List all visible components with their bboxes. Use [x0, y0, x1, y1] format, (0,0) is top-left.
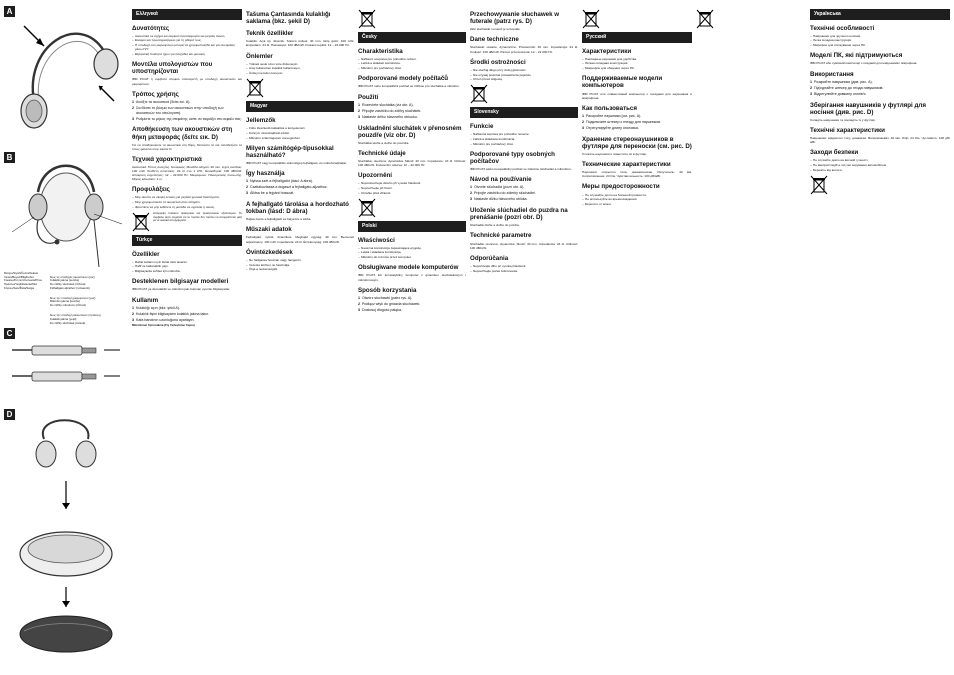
step-number: 2: [810, 85, 812, 90]
language-header-hungarian: Magyar: [246, 101, 354, 112]
jack-legend-mic: Έως την υποδοχή μικροφώνου (ροζ) Mikrofon jakına (pembe) Do zdířky mikrofonu (růžová): [50, 295, 96, 307]
section-title: Характеристики: [582, 47, 632, 55]
section-title: Kullanım: [132, 296, 159, 304]
column-turkish-hungarian: [246, 6, 354, 670]
list-item: – Neposlouchejte dlouho při vysoké hlasitosti.: [358, 181, 466, 185]
panel-b: [4, 152, 128, 325]
list-item: – Легка складна конструкція.: [810, 38, 950, 42]
section-paragraph: IBM PC/AT ή συμβατό ατομικό υπολογιστή με υποδοχή ακουστικών και μικροφώνου.: [132, 77, 242, 86]
list-item: – Nauszna konstrukcja zapewniająca wygodę.: [358, 246, 466, 250]
step-text: Отрегулируйте длину оголовья.: [586, 126, 639, 131]
step-text: Kulaklığı açın (bkz. şekil A).: [136, 305, 180, 310]
instruction-step: [358, 302, 466, 307]
turkish-cont-content: [246, 30, 354, 75]
section-title: Odporúčania: [470, 254, 509, 262]
instruction-step: [470, 197, 578, 202]
crossed-bin-icon: [582, 9, 600, 29]
step-number: 1: [582, 113, 584, 118]
step-text: Csatlakoztassa a dugaszt a fejhallgató-aljzathoz.: [250, 185, 328, 190]
step-number: 2: [132, 311, 134, 316]
crossed-bin-icon: [246, 78, 264, 98]
feature-list: [246, 126, 354, 140]
section-title: Podporované modely počítačů: [358, 75, 449, 83]
feature-list: [470, 68, 578, 82]
step-text: Відрегулюйте довжину оголів'я.: [814, 91, 867, 96]
step-number: 1: [246, 179, 248, 184]
list-item: – Микрофон для общения через ПК.: [582, 66, 692, 70]
step-text: Pripojte zástrčku do zdierky slúchadiel.: [474, 191, 536, 196]
list-item: – Nepočúvajte dlho pri vysokej hlasitosti.: [470, 264, 578, 268]
list-item: – Накладные наушники для удобства.: [582, 57, 692, 61]
panel-label-a: A: [4, 6, 15, 17]
section-paragraph: Складіть навушники та покладіть їх у футляр.: [810, 117, 876, 122]
instruction-step: [132, 100, 242, 105]
section-title: Przechowywanie słuchawek w futerale (patrz rys. D): [470, 11, 560, 26]
section-title: Technické parametre: [470, 232, 532, 240]
section-title: Technické údaje: [358, 149, 406, 157]
step-text: Nyissa szét a fejhallgatót (lásd: A ábra).: [250, 179, 313, 184]
section-paragraph: Złóż słuchawki i umieść je w futerale.: [470, 27, 521, 32]
section-title: Środki ostrożności: [470, 58, 526, 66]
step-number: 1: [358, 102, 360, 107]
list-item: – Не слушайте долго на большой громкости.: [582, 193, 692, 197]
section-title: Зберігання навушників у футлярі для носіння (див. рис. D): [810, 101, 926, 116]
section-paragraph: Sluchátka: otevřená, dynamická. Měnič: 40 mm. Impedance: 24 Ω. Citlivost: 100 dB/mW. Frekvenční odezva: 12 – 22 000 Hz.: [358, 159, 466, 168]
list-item: – Лёгкая складная конструкция.: [582, 61, 692, 65]
turkish-note: Mikrofonun fişini takma (Fiş Yerleştirme Yapısı): [132, 323, 195, 328]
turkish-storage-title: Tašuma Çantasında kulaklığı saklama (bkz. şekil D): [246, 11, 331, 26]
step-number: 3: [132, 116, 134, 121]
list-item: – Nie słuchaj długo przy dużej głośności.: [470, 68, 578, 72]
section-paragraph: IBM PC/AT ya da kulaklık ve mikrofon jakı bulunan uyumlu bilgisayarlar.: [132, 287, 231, 292]
section-title: Моделі ПК, які підтримуються: [810, 52, 903, 60]
instruction-step: [246, 191, 354, 196]
illustrations-column: [4, 6, 128, 670]
list-item: – Φροντίστε να μην εκθέτετε τη μονάδα σε υγρασία ή σκόνη.: [132, 205, 242, 209]
list-item: – Μην ακούτε σε υψηλή ένταση για μεγάλα χρονικά διαστήματα.: [132, 195, 242, 199]
section-title: Použití: [358, 93, 379, 101]
crossed-bin-icon: [696, 9, 714, 29]
crossed-bin-icon: [358, 198, 376, 218]
list-item: – Lehká a skládací konstrukce.: [358, 61, 466, 65]
section-title: Így használja: [246, 169, 285, 177]
list-item: – Chraňte před vlhkostí.: [358, 191, 466, 195]
feature-list: [132, 34, 242, 56]
feature-list: [358, 246, 466, 260]
language-header-slovak: Slovensky: [470, 107, 578, 118]
list-item: – Mikrofon do rozmów przez komputer.: [358, 255, 466, 259]
section-title: Özellikler: [132, 250, 160, 258]
panel-a: [4, 6, 128, 146]
list-item: – Η υποδοχή του μικροφώνου μπορεί να χρησιμοποιηθεί και για συνομιλίες μέσω Η/Υ.: [132, 43, 242, 51]
list-item: – Ľahká a skladacia konštrukcia.: [470, 137, 578, 141]
step-text: Állítsa be a fejpánt hosszát.: [250, 191, 294, 196]
step-number: 3: [358, 114, 360, 119]
headphones-worn-illustration: [4, 152, 128, 272]
section-paragraph: IBM PC/AT или совместимый компьютер с гнёздами для наушников и микрофона.: [582, 91, 692, 100]
section-paragraph: IBM PC/AT nebo kompatibilní počítač se zdířkou pro sluchátka a mikrofon.: [358, 84, 460, 89]
jack-legend-green: Έως την υποδοχή ακουστικών (πράσινη) Kulaklık jakına (yeşil) Do zdířky sluchátek (zelená): [50, 313, 101, 325]
panel-label-d: D: [4, 409, 15, 420]
legend-line: Μαύρο/Siyah/Černá/Fekete: [4, 271, 39, 275]
greek-content: [132, 25, 242, 209]
section-title: Хранение стереонаушников в футляре для переноски (см. рис. D): [582, 135, 692, 150]
section-paragraph: Słuchawki: otwarte, dynamiczne. Przetwornik: 40 mm. Impedancja: 24 Ω. Czułość: 100 dB/mW. Pasmo przenoszenia: 12 – 22 000 Hz.: [470, 45, 578, 54]
step-text: Συνδέστε το βύσμα των ακουστικών στην υποδοχή των ακουστικών του υπολογιστή.: [136, 105, 224, 115]
instruction-step: [132, 318, 242, 323]
section-title: Obsługiwane modele komputerów: [358, 264, 459, 272]
polish-content: [358, 237, 466, 313]
list-item: – Óvja a nedvességtől.: [246, 267, 354, 271]
section-paragraph: Για να αποθηκεύσετε τα ακουστικά στη θήκη, διπλώστε τα και τοποθετήστε τα όπως φαίνεται στην εικόνα D.: [132, 142, 242, 151]
feature-list: [358, 57, 466, 71]
feature-list: [470, 264, 578, 273]
russian-content: [582, 48, 692, 207]
czech-content: [358, 48, 466, 195]
section-title: Поддерживаемые модели компьютеров: [582, 75, 663, 90]
feature-list: [810, 34, 950, 48]
section-title: Návod na používanie: [470, 176, 532, 183]
czech-disposal-notice: [358, 198, 466, 218]
list-item: – Náhlavní souprava pro pohodlné nošení.: [358, 57, 466, 61]
section-title: Технические характеристики: [582, 161, 671, 169]
instruction-step: [810, 86, 950, 91]
list-item: – Не используйте во время вождения.: [582, 197, 692, 201]
list-item: – Ελαφρύ και προσαρμοζόμενο για τη φθορά τους.: [132, 38, 242, 42]
feature-list: [132, 195, 242, 209]
feature-list: [132, 260, 242, 274]
step-number: 1: [358, 295, 360, 300]
step-text: Otvorte slúchadlá (pozri obr. A).: [474, 185, 525, 190]
section-paragraph: IBM PC/AT alebo kompatibilný počítač so zdierkou slúchadiel a mikrofónu.: [470, 166, 572, 171]
section-paragraph: Hajtsa össze a fejhallgatót és helyezze a tokba.: [246, 217, 312, 222]
list-item: – Yüksek sesle uzun süre dinlemeyin.: [246, 62, 354, 66]
slovak-content: [470, 123, 578, 273]
section-title: Δυνατότητες: [132, 24, 170, 32]
step-number: 3: [246, 191, 248, 196]
section-title: Προφυλάξεις: [132, 186, 170, 194]
panel-label-b: B: [4, 152, 15, 163]
instruction-step: [358, 103, 466, 108]
feature-list: [582, 193, 692, 207]
list-item: – Не використовуйте під час керування автомобілем.: [810, 163, 950, 167]
section-title: Milyen számítógép-típusokkal használható?: [246, 144, 334, 159]
feature-list: [246, 258, 354, 272]
instruction-step: [470, 191, 578, 196]
list-item: – Mikrofón pre počítačový chat.: [470, 142, 578, 146]
section-title: Teknik özellikler: [246, 30, 294, 38]
crossed-bin-icon: [358, 9, 376, 29]
section-paragraph: Kulaklık: Açık tip, dinamik. Sürücü ünitesi: 40 mm. Giriş gücü: 100 mW. Empedans: 24 Ω. Hassasiyet: 100 dB/mW. Frekans tepkisi: 12 – 22.000 Hz.: [246, 39, 354, 48]
step-number: 2: [246, 185, 248, 190]
legend-line: Λευκό/Beyaz/Bílá/Fehér: [4, 274, 34, 279]
list-item: – Nie używaj podczas prowadzenia pojazdu.: [470, 73, 578, 77]
instruction-step: [358, 296, 466, 301]
instruction-step: [132, 306, 242, 311]
section-title: Τεχνικά χαρακτηριστικά: [132, 155, 202, 163]
panel-label-c: C: [4, 328, 15, 339]
step-text: Kafa bandının uzunluğunu ayarlayın.: [136, 317, 195, 322]
section-paragraph: IBM PC/AT lub kompatybilny komputer z gniazdem słuchawkowym i mikrofonowym.: [358, 273, 466, 282]
step-number: 1: [810, 79, 812, 84]
turkish-content: [132, 251, 242, 323]
list-item: – Fülre illeszkedő kialakítás a kényelemért.: [246, 126, 354, 130]
jack-legend-pink: Έως τις υποδοχές ακουστικών (ροζ) Kulaklık jakına (pembe) Do zdířky sluchátek (růžová) Fülhallgató aljzathoz (rózsaszín): [50, 274, 95, 290]
language-header-russian: Русский: [582, 32, 692, 43]
hungarian-content: [246, 117, 354, 272]
section-title: Uskladnění sluchátek v přenosném pouzdře (viz obr. D): [358, 124, 462, 139]
step-number: 3: [470, 197, 472, 202]
list-item: – Lekka i składana konstrukcja.: [358, 250, 466, 254]
list-item: – Araç kullanırken kulaklık kullanmayın.: [246, 66, 354, 70]
language-header-greek: Ελληνικά: [132, 9, 242, 20]
step-text: Ρυθμίστε το μήκος της στεφάνης ώστε να ταιριάζει στο κεφάλι σας.: [136, 116, 242, 121]
section-title: Технічні характеристики: [810, 126, 885, 134]
list-item: – Берегите от влаги.: [582, 202, 692, 206]
instruction-step: [470, 185, 578, 190]
section-title: Önlemler: [246, 52, 273, 60]
step-text: Ανοίξτε τα ακουστικά (δείτε εικ. A).: [136, 99, 191, 104]
step-text: Nastavte dĺžku hlavového oblúka.: [474, 197, 528, 202]
section-title: Αποθήκευση των ακουστικών στη θήκη μεταφοράς (δείτε εικ. D): [132, 126, 233, 141]
instruction-step: [358, 308, 466, 313]
instruction-step: [132, 312, 242, 317]
instruction-step: [582, 126, 692, 131]
step-text: Розкрийте навушники (див. рис. A).: [814, 79, 873, 84]
legend-line: Κόκκινο/Kırmızı/Červená/Piros: [4, 278, 42, 283]
jack-legend: [50, 272, 126, 329]
list-item: – Nepoužívejte při řízení.: [358, 186, 466, 190]
section-title: Jellemzők: [246, 116, 276, 124]
step-number: 3: [132, 317, 134, 322]
panel-c: [4, 328, 128, 403]
step-number: 2: [582, 119, 584, 124]
step-text: Під'єднайте штекер до гнізда навушників.: [814, 85, 884, 90]
list-item: – Náhlavná súprava pre pohodlné nosenie.: [470, 132, 578, 136]
instruction-step: [246, 179, 354, 184]
slovak-disposal-notice: [582, 9, 692, 29]
list-item: – Ne hallgassa hosszan nagy hangerőn.: [246, 258, 354, 262]
plug-illustration: [4, 328, 128, 403]
section-title: Sposób korzystania: [358, 286, 417, 294]
list-item: – Bilgisayarda sohbet için mikrofon.: [132, 269, 242, 273]
feature-list: [810, 158, 950, 172]
section-title: Właściwości: [358, 236, 395, 244]
step-number: 1: [132, 305, 134, 310]
crossed-bin-icon: [810, 175, 828, 195]
hungarian-disposal-notice: [358, 9, 466, 29]
section-title: Как пользоваться: [582, 104, 637, 112]
section-title: Uloženie slúchadiel do puzdra na prenášanie (pozri obr. D): [470, 207, 568, 222]
instruction-step: [132, 117, 242, 122]
section-paragraph: Slúchadlá zložte a vložte do puzdra.: [470, 223, 520, 228]
column-greek-turkish: [132, 6, 242, 670]
language-header-polish: Polski: [358, 221, 466, 232]
list-item: – Könnyű, összehajtható kivitel.: [246, 131, 354, 135]
instruction-step: [132, 106, 242, 115]
section-title: Műszaki adatok: [246, 226, 292, 234]
section-paragraph: IBM PC/AT vagy kompatibilis számítógép fejhallgató- és mikrofonaljzattal.: [246, 160, 347, 165]
list-item: – Не слухайте довго на високій гучності.: [810, 158, 950, 162]
step-number: 1: [132, 99, 134, 104]
language-header-turkish: Türkçe: [132, 235, 242, 246]
column-russian-cont: [696, 6, 806, 670]
section-title: Використання: [810, 70, 854, 78]
section-paragraph: Sluchátka složte a vložte do pouzdra.: [358, 140, 410, 145]
instruction-step: [810, 92, 950, 97]
step-text: Dostosuj długość pałąka.: [362, 307, 402, 312]
step-number: 2: [470, 191, 472, 196]
polish-disposal-notice: [470, 84, 578, 104]
polish-cont-content: [470, 11, 578, 81]
list-item: – Mikrofon számítógépes csevegéshez.: [246, 136, 354, 140]
step-text: Otwórz słuchawki (patrz rys. A).: [362, 295, 413, 300]
crossed-bin-icon: [470, 84, 488, 104]
section-title: Технічні особливості: [810, 24, 875, 32]
section-title: Podporované typy osobných počítačov: [470, 150, 555, 165]
section-paragraph: Наушники: открытого типа, динамические. Излучатель: 40 мм. Сопротивление: 24 Ом. Чувствительность: 100 дБ/мВт.: [582, 170, 692, 179]
list-item: – Mikrofon pro počítačový chat.: [358, 66, 466, 70]
section-paragraph: Сложите наушники и поместите их в футляр.: [582, 152, 647, 157]
step-text: Rozevřete sluchátka (viz obr. A).: [362, 102, 414, 107]
list-item: – Εξαιρετική ποιότητα ήχου για παιχνίδια και μουσική.: [132, 52, 242, 56]
crossed-bin-icon: [132, 212, 150, 232]
list-item: – Hafif ve katlanabilir yapı.: [132, 264, 242, 268]
column-ukrainian: [810, 6, 950, 670]
column-czech: [358, 6, 466, 670]
step-number: 2: [358, 301, 360, 306]
language-header-ukrainian: Українська: [810, 9, 950, 20]
step-text: Kulaklık fişini bilgisayarın kulaklık jakına takın.: [136, 311, 210, 316]
section-title: Dane techniczne: [470, 36, 519, 44]
step-number: 3: [582, 126, 584, 131]
section-paragraph: IBM PC/AT або сумісний комп'ютер з гніздами для навушників і мікрофона.: [810, 61, 918, 66]
greek-disposal-notice: [132, 212, 242, 232]
feature-list: [470, 132, 578, 146]
column-polish-slovak: [470, 6, 578, 670]
section-title: Upozornění: [358, 172, 393, 180]
step-number: 1: [470, 185, 472, 190]
step-text: Podłącz wtyk do gniazda słuchawek.: [362, 301, 421, 306]
instruction-step: [582, 120, 692, 125]
headphones-open-illustration: [4, 6, 128, 146]
section-title: Меры предосторожности: [582, 183, 660, 191]
color-legend: [4, 272, 46, 329]
list-item: – Üniteyi nemden koruyun.: [246, 71, 354, 75]
list-item: – Μην χρησιμοποιείτε τα ακουστικά όταν οδηγείτε.: [132, 200, 242, 204]
panel-d: [4, 409, 128, 659]
list-item: – Vezetés közben ne használja.: [246, 263, 354, 267]
section-title: Charakteristika: [358, 47, 403, 55]
section-paragraph: Fejhallgató: nyitott, dinamikus. Meghajtó egység: 40 mm. Bemeneti teljesítmény: 100 mW. Impedancia: 24 Ω. Érzékenység: 100 dB/mW.: [246, 235, 354, 244]
instruction-step: [582, 114, 692, 119]
feature-list: [246, 62, 354, 76]
step-number: 3: [358, 307, 360, 312]
step-number: 3: [810, 91, 812, 96]
step-number: 2: [132, 105, 134, 110]
section-title: Desteklenen bilgisayar modelleri: [132, 278, 229, 286]
section-title: Заходи безпеки: [810, 149, 859, 157]
language-header-czech: Česky: [358, 32, 466, 43]
section-paragraph: Навушники: відкритого типу, динамічні. Випромінювач: 40 мм. Опір: 24 Ом. Чутливість: 100 дБ/мВт.: [810, 136, 950, 145]
section-paragraph: Slúchadlá: otvorené, dynamické. Menič: 40 mm. Impedancia: 24 Ω. Citlivosť: 100 dB/mW.: [470, 241, 578, 250]
greek-disposal-text: Απόρριψη παλαιού ηλεκτρικού και ηλεκτρονικού εξοπλισμού. Το σύμβολο αυτό σημαίνει ότι το προϊόν δεν πρέπει να απορρίπτεται μαζί με τα οικιακά απορρίμματα.: [153, 211, 242, 223]
list-item: – Мікрофон для спілкування через ПК.: [810, 43, 950, 47]
instruction-step: [810, 80, 950, 85]
list-item: – Ακουστικά σε σχήμα εσωτερικού προσαρμογέα για μεγάλη άνεση.: [132, 34, 242, 38]
list-item: – Навушники для зручного носіння.: [810, 34, 950, 38]
step-text: Nastavte délku hlavového oblouku.: [362, 114, 418, 119]
step-text: Подключите штекер к гнезду для наушников.: [586, 119, 662, 124]
column-russian: [582, 6, 692, 670]
step-text: Раскройте наушники (см. рис. A).: [586, 113, 642, 118]
legend-line: Πράσινο/Yeşil/Zelená/Zöld: [4, 281, 37, 286]
step-text: Připojte zástrčku do zdířky sluchátek.: [362, 108, 422, 113]
legend-line: Κίτρινο/Sarı/Žlutá/Sárga: [4, 285, 34, 290]
list-item: – Chroń przed wilgocią.: [470, 77, 578, 81]
list-item: – Бережіть від вологи.: [810, 168, 950, 172]
section-paragraph: Ακουστικά: Τύπος ανοιχτός, δυναμικός. Μονάδα οδηγού: 40 mm. Ισχύς εισόδου: 100 mW. Σύνθετη αντίσταση: 24 Ω στο 1 kHz. Ευαισθησία: 100 dB/mW. Απόκριση συχνότητας: 12 – 22.000 Hz. Μικρόφωνο: Ηλεκτρετικός πυκνωτής. Μήκος καλωδίου: 2 m.: [132, 164, 242, 182]
section-title: Τρόπος χρήσης: [132, 90, 179, 98]
list-item: – Nepoužívajte počas šoférovania.: [470, 269, 578, 273]
section-title: A fejhallgató tárolása a hordozható tokban (lásd: D ábra): [246, 201, 349, 216]
carrying-case-illustration: [4, 409, 128, 659]
step-number: 2: [358, 108, 360, 113]
list-item: – Rahat kullanım için kulak üstü tasarım.: [132, 260, 242, 264]
ukrainian-disposal-notice: [810, 175, 950, 195]
ukrainian-content: [810, 25, 950, 172]
feature-list: [582, 57, 692, 71]
russian-disposal-notice: [696, 9, 806, 29]
section-title: Μοντέλα υπολογιστών που υποστηρίζονται: [132, 61, 213, 76]
instruction-step: [246, 185, 354, 190]
section-title: Óvintézkedések: [246, 248, 293, 256]
instruction-step: [358, 109, 466, 114]
turkish-disposal-notice: [246, 78, 354, 98]
instruction-step: [358, 115, 466, 120]
feature-list: [358, 181, 466, 195]
section-title: Funkcie: [470, 122, 494, 130]
